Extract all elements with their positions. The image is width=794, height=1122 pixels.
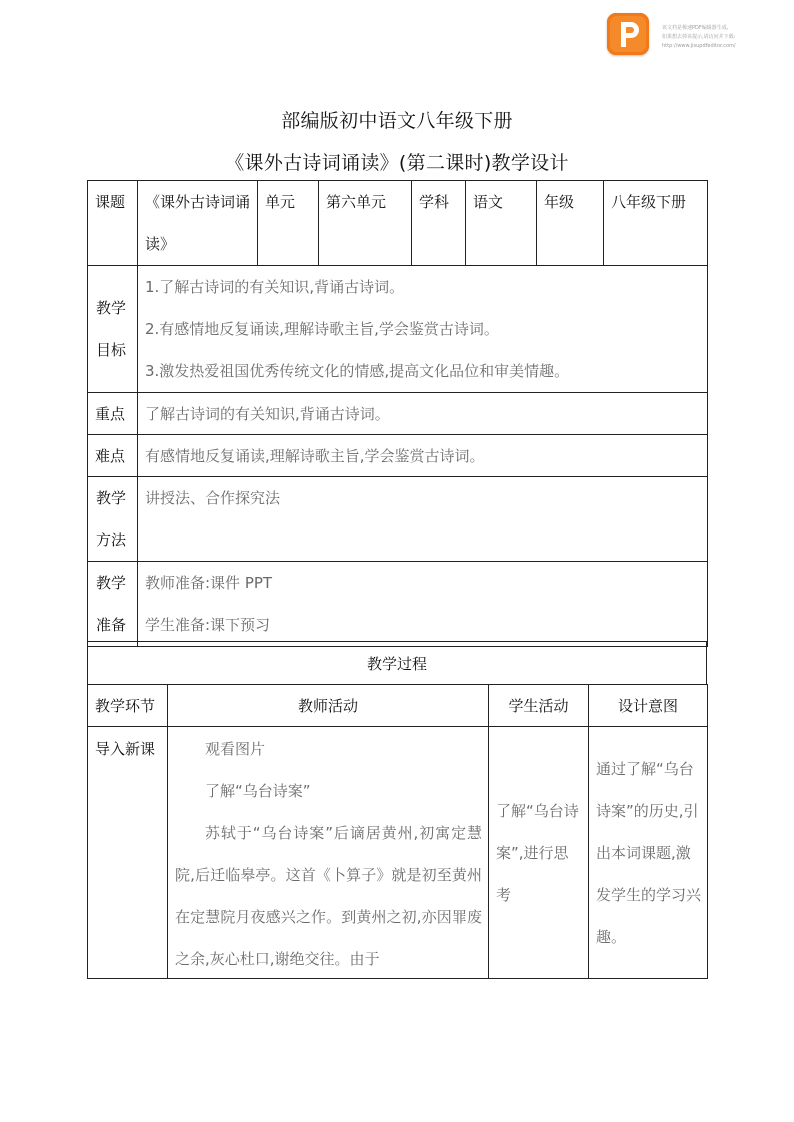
process-table <box>87 684 708 979</box>
process-title-table <box>87 641 707 685</box>
header-stage: 教学环节 <box>88 685 168 727</box>
teacher-activity-line: 观看图片 <box>205 740 266 758</box>
topic-value: 《课外古诗词诵读》 <box>138 181 258 266</box>
watermark-logo <box>607 13 649 55</box>
document-subtitle: 《课外古诗词诵读》(第二课时)教学设计 <box>225 152 569 174</box>
student-activity-cell: 了解“乌台诗案”,进行思考 <box>489 727 589 979</box>
subject-label: 学科 <box>412 181 466 266</box>
preparation-list <box>138 562 708 647</box>
unit-label: 单元 <box>258 181 319 266</box>
teacher-activity-line: 了解“乌台诗案” <box>205 782 311 800</box>
topic-label: 课题 <box>88 181 138 266</box>
grade-value: 八年级下册 <box>604 181 708 266</box>
teacher-preparation: 教师准备:课件 PPT <box>145 574 273 592</box>
goal-item: 3.激发热爱祖国优秀传统文化的情感,提高文化品位和审美情趣。 <box>145 362 570 380</box>
unit-value: 第六单元 <box>319 181 412 266</box>
watermark-line-2: 如果想去掉该提示,请访问并下载: <box>662 34 736 40</box>
header-student-activity: 学生活动 <box>489 685 589 727</box>
header-teacher-activity: 教师活动 <box>168 685 489 727</box>
preparation-label: 教学准备 <box>88 562 138 647</box>
teacher-activity-cell <box>168 727 489 979</box>
header-design-intent: 设计意图 <box>589 685 708 727</box>
student-preparation: 学生准备:课下预习 <box>145 616 271 634</box>
teacher-activity-paragraph: 苏轼于“乌台诗案”后谪居黄州,初寓定慧院,后迁临皋亭。这首《卜算子》就是初至黄州在定慧院月夜感兴之作。到黄州之初,亦因罪废之余,灰心杜口,谢绝交往。由于 <box>175 824 482 968</box>
goal-item: 2.有感情地反复诵读,理解诗歌主旨,学会鉴赏古诗词。 <box>145 320 499 338</box>
document-title: 部编版初中语文八年级下册 <box>281 110 513 132</box>
pdf-logo-icon <box>607 13 649 55</box>
difficulty-label: 难点 <box>88 435 138 477</box>
process-title: 教学过程 <box>88 642 707 685</box>
watermark-line-1: 该文档是极速PDF编辑器生成, <box>662 25 729 31</box>
key-point-label: 重点 <box>88 393 138 435</box>
goals-list <box>138 266 708 393</box>
method-label: 教学方法 <box>88 477 138 562</box>
watermark-text <box>662 24 772 51</box>
design-intent-cell: 通过了解“乌台诗案”的历史,引出本词课题,激发学生的学习兴趣。 <box>589 727 708 979</box>
grade-label: 年级 <box>537 181 604 266</box>
difficulty-value: 有感情地反复诵读,理解诗歌主旨,学会鉴赏古诗词。 <box>138 435 708 477</box>
key-point-value: 了解古诗词的有关知识,背诵古诗词。 <box>138 393 708 435</box>
stage-intro: 导入新课 <box>88 727 168 979</box>
goal-item: 1.了解古诗词的有关知识,背诵古诗词。 <box>145 278 405 296</box>
lesson-info-table <box>87 180 708 647</box>
watermark-line-3: http://www.jisupdfeditor.com/ <box>662 43 736 49</box>
goals-label: 教学目标 <box>88 266 138 393</box>
method-value: 讲授法、合作探究法 <box>138 477 708 562</box>
subject-value: 语文 <box>466 181 537 266</box>
